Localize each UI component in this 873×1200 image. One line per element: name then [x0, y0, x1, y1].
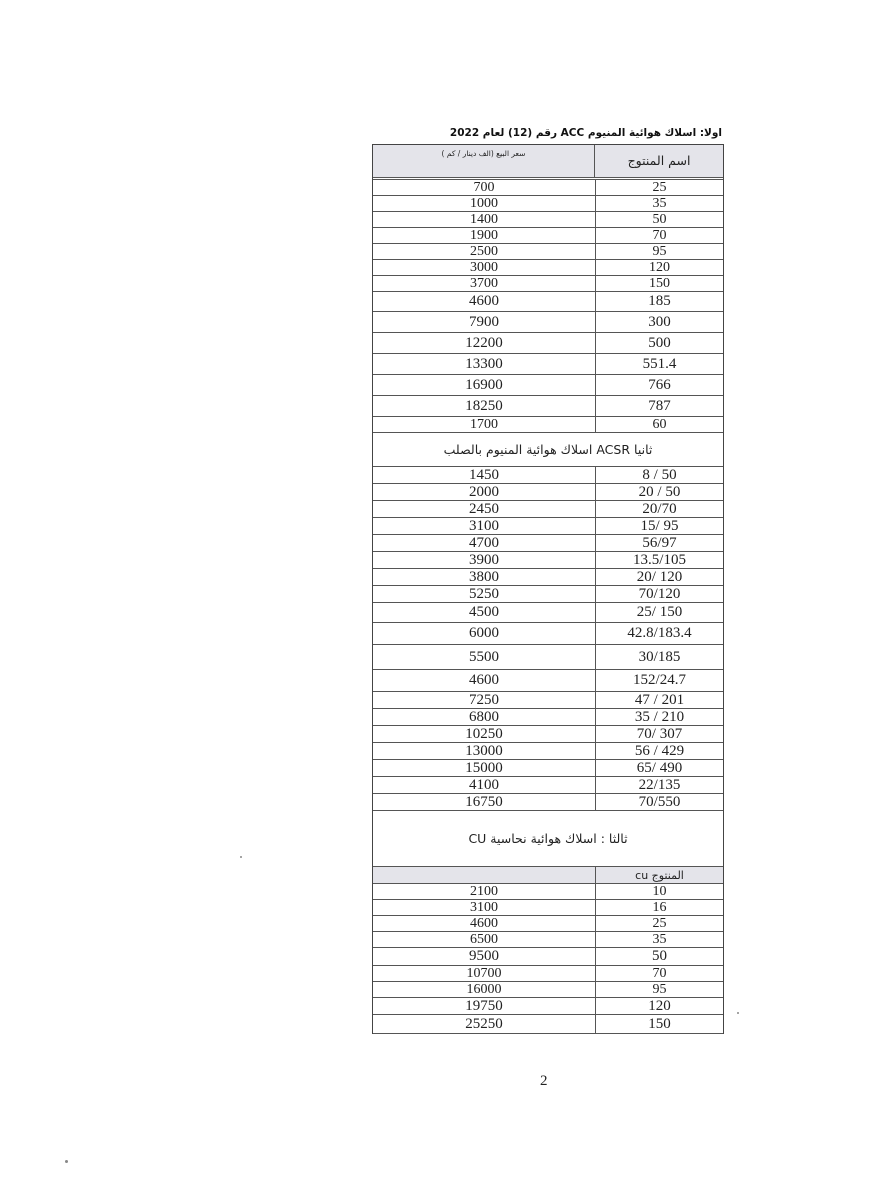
- cu-row: [373, 998, 723, 1015]
- acc-row: [373, 354, 723, 375]
- acc-row: [373, 312, 723, 333]
- acc-price-cell: 2500: [373, 244, 596, 259]
- acc-product-cell: 300: [648, 313, 671, 330]
- acsr-product-cell: 22/135: [638, 777, 681, 793]
- acc-row: [373, 375, 723, 396]
- acc-product-cell: 120: [649, 260, 670, 275]
- cu-row: [373, 884, 723, 900]
- acc-price-cell: 1000: [373, 196, 596, 211]
- acsr-price-cell: 10250: [373, 726, 596, 742]
- acsr-row: [373, 777, 723, 794]
- acc-row: [373, 417, 723, 433]
- document-title: اولا: اسلاك هوائية المنيوم ACC رقم (12) لعام 2022: [449, 127, 722, 139]
- acsr-price-cell: 6000: [373, 623, 596, 644]
- acsr-price-cell: 4700: [373, 535, 596, 551]
- acsr-price-cell: 3100: [373, 518, 596, 534]
- scan-speck: [65, 1160, 68, 1163]
- acc-row: [373, 396, 723, 417]
- acsr-row: [373, 467, 723, 484]
- acsr-product-cell: 8 / 50: [642, 467, 677, 483]
- cu-row: [373, 932, 723, 948]
- acc-row: [373, 292, 723, 312]
- cu-product-cell: 150: [648, 1015, 671, 1032]
- acsr-product-cell: 42.8/183.4: [627, 625, 692, 641]
- acc-price-cell: 12200: [373, 333, 596, 353]
- cu-row: [373, 948, 723, 966]
- acc-price-cell: 4600: [373, 292, 596, 311]
- acc-product-cell: 50: [652, 212, 667, 227]
- price-column-header: سعر البيع (الف دينار / كم ): [373, 145, 595, 177]
- acsr-price-cell: 5250: [373, 586, 596, 602]
- acc-price-cell: 1900: [373, 228, 596, 243]
- acc-product-cell: 95: [652, 244, 667, 259]
- acsr-product-cell: 70/ 307: [636, 726, 683, 742]
- acsr-price-cell: 4500: [373, 603, 596, 622]
- acsr-price-cell: 1450: [373, 467, 596, 483]
- acc-row: [373, 260, 723, 276]
- acsr-product-cell: 30/185: [638, 648, 681, 665]
- acsr-product-cell: 13.5/105: [633, 552, 686, 568]
- acc-row: [373, 212, 723, 228]
- acsr-price-cell: 16750: [373, 794, 596, 810]
- acsr-section: [373, 467, 723, 811]
- acsr-product-cell: 70/120: [638, 586, 681, 602]
- scan-speck: [737, 1012, 739, 1014]
- acsr-row: [373, 670, 723, 692]
- acsr-product-cell: 152/24.7: [633, 672, 686, 688]
- acsr-row: [373, 484, 723, 501]
- acsr-price-cell: 6800: [373, 709, 596, 725]
- acsr-product-cell: 35 / 210: [634, 709, 685, 725]
- acsr-price-cell: 2450: [373, 501, 596, 517]
- acc-product-cell: 150: [649, 276, 670, 291]
- acsr-price-cell: 15000: [373, 760, 596, 776]
- cu-price-cell: 19750: [373, 998, 596, 1014]
- acc-product-cell: 500: [648, 334, 671, 351]
- acsr-row: [373, 603, 723, 623]
- acsr-row: [373, 743, 723, 760]
- acc-row: [373, 333, 723, 354]
- cu-row: [373, 1015, 723, 1034]
- acsr-price-cell: 4600: [373, 670, 596, 691]
- cu-row: [373, 916, 723, 932]
- cu-price-cell: 9500: [373, 948, 596, 965]
- acc-product-cell: 70: [652, 228, 667, 243]
- page-number: 2: [540, 1073, 548, 1089]
- acsr-price-cell: 13000: [373, 743, 596, 759]
- cu-product-cell: 70: [652, 966, 667, 981]
- acsr-row: [373, 586, 723, 603]
- acsr-product-cell: 56 / 429: [634, 743, 685, 759]
- acc-price-cell: 1400: [373, 212, 596, 227]
- acsr-product-cell: 47 / 201: [634, 692, 685, 708]
- acc-product-cell: 60: [652, 417, 667, 432]
- acsr-row: [373, 623, 723, 645]
- acsr-row: [373, 692, 723, 709]
- cu-row: [373, 966, 723, 982]
- acc-row: [373, 276, 723, 292]
- acsr-row: [373, 709, 723, 726]
- cu-product-cell: 35: [652, 932, 667, 947]
- cu-price-cell: 4600: [373, 916, 596, 931]
- acsr-row: [373, 518, 723, 535]
- acsr-row: [373, 726, 723, 743]
- acc-price-cell: 700: [373, 180, 596, 195]
- acc-price-cell: 18250: [373, 396, 596, 416]
- cu-price-header: [373, 867, 596, 883]
- acsr-product-cell: 56/97: [642, 535, 677, 551]
- acsr-row: [373, 552, 723, 569]
- acc-price-cell: 3000: [373, 260, 596, 275]
- cu-row: [373, 982, 723, 998]
- acsr-row: [373, 794, 723, 811]
- cu-price-cell: 6500: [373, 932, 596, 947]
- acsr-row: [373, 535, 723, 552]
- cu-price-cell: 16000: [373, 982, 596, 997]
- acsr-price-cell: 4100: [373, 777, 596, 793]
- acc-price-cell: 16900: [373, 375, 596, 395]
- acsr-row: [373, 760, 723, 777]
- acc-row: [373, 180, 723, 196]
- product-column-header: اسم المنتوج: [627, 152, 691, 168]
- price-table: [372, 144, 724, 1034]
- acc-row: [373, 244, 723, 260]
- acc-product-cell: 787: [648, 397, 671, 414]
- cu-product-cell: 50: [652, 948, 667, 964]
- acsr-product-cell: 65/ 490: [636, 760, 683, 776]
- acc-row: [373, 196, 723, 212]
- acc-product-cell: 35: [652, 196, 667, 211]
- acc-product-cell: 25: [652, 180, 667, 195]
- cu-price-cell: 10700: [373, 966, 596, 981]
- cu-product-cell: 120: [648, 998, 671, 1014]
- cu-product-cell: 25: [652, 916, 667, 931]
- acsr-price-cell: 7250: [373, 692, 596, 708]
- acsr-product-cell: 70/550: [638, 794, 681, 810]
- acsr-section-title: ثانيا ACSR اسلاك هوائية المنيوم بالصلب: [373, 433, 723, 467]
- acsr-row: [373, 569, 723, 586]
- cu-product-cell: 95: [652, 982, 667, 997]
- acsr-price-cell: 5500: [373, 645, 596, 669]
- cu-row: [373, 900, 723, 916]
- cu-section: [373, 884, 723, 1034]
- acc-price-cell: 1700: [373, 417, 596, 432]
- cu-price-cell: 3100: [373, 900, 596, 915]
- acc-product-cell: 766: [648, 376, 671, 393]
- cu-price-cell: 25250: [373, 1015, 596, 1033]
- acsr-product-cell: 20/70: [642, 501, 677, 517]
- cu-product-header: المنتوج cu: [635, 868, 684, 882]
- acc-section: [373, 180, 723, 433]
- cu-product-cell: 10: [652, 884, 667, 899]
- acc-price-cell: 13300: [373, 354, 596, 374]
- acsr-product-cell: 20/ 120: [636, 569, 683, 585]
- cu-section-title: ثالثا : اسلاك هوائية نحاسية CU: [373, 811, 723, 867]
- acsr-product-cell: 15/ 95: [640, 518, 679, 534]
- cu-header-row: [373, 867, 723, 884]
- acsr-product-cell: 25/ 150: [636, 604, 683, 620]
- acsr-row: [373, 501, 723, 518]
- acc-product-cell: 551.4: [642, 355, 677, 372]
- cu-product-cell: 16: [652, 900, 667, 915]
- acc-price-cell: 3700: [373, 276, 596, 291]
- acsr-price-cell: 3900: [373, 552, 596, 568]
- acc-product-cell: 185: [648, 293, 671, 309]
- acsr-price-cell: 2000: [373, 484, 596, 500]
- acsr-product-cell: 20 / 50: [638, 484, 681, 500]
- acc-price-cell: 7900: [373, 312, 596, 332]
- acc-row: [373, 228, 723, 244]
- scan-speck: [240, 856, 242, 858]
- cu-price-cell: 2100: [373, 884, 596, 899]
- acsr-row: [373, 645, 723, 670]
- acsr-price-cell: 3800: [373, 569, 596, 585]
- table-header-row: [373, 145, 723, 178]
